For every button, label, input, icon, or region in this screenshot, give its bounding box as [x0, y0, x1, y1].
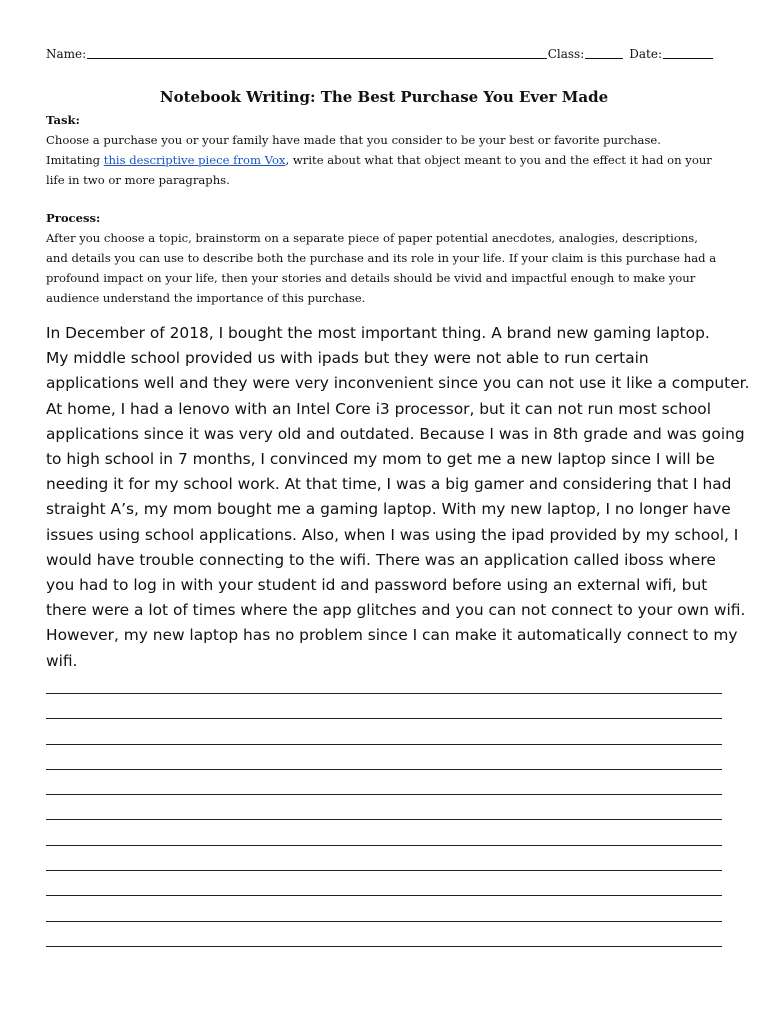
- response-line: applications since it was very old and outdated. Because I was in 8th grade and was going: [46, 424, 745, 443]
- writing-line[interactable]: [46, 946, 722, 947]
- writing-line[interactable]: [46, 895, 722, 896]
- page-title: Notebook Writing: The Best Purchase You Ever Made: [159, 88, 609, 106]
- date-label: Date:: [629, 47, 662, 61]
- response-line: My middle school provided us with ipads but they were not able to run certain: [46, 349, 649, 368]
- response-line: to high school in 7 months, I convinced my mom to get me a new laptop since I will be: [46, 450, 715, 469]
- response-line: needing it for my school work. At that time, I was a big gamer and considering that I had: [46, 475, 732, 494]
- task-text-before-link: Choose a purchase you or your family have made that you consider to be your best or favorite purchase. Imitating: [46, 133, 661, 167]
- response-line: you had to log in with your student id and password before using an external wifi, but: [46, 576, 708, 595]
- class-label: Class:: [547, 47, 585, 61]
- process-heading: Process:: [46, 211, 101, 225]
- response-line: would have trouble connecting to the wifi. There was an application called iboss where: [46, 550, 716, 569]
- writing-line[interactable]: [46, 794, 722, 795]
- task-text: [46, 130, 718, 190]
- writing-line[interactable]: [46, 718, 722, 719]
- writing-line[interactable]: [46, 845, 722, 846]
- response-line: straight A’s, my mom bought me a gaming laptop. With my new laptop, I no longer have: [46, 500, 731, 519]
- class-blank-line: [585, 47, 623, 59]
- writing-line[interactable]: [46, 769, 722, 770]
- name-blank-line: [87, 47, 547, 59]
- response-line: In December of 2018, I bought the most important thing. A brand new gaming laptop.: [46, 324, 710, 342]
- name-label: Name:: [46, 47, 87, 61]
- header-row: [46, 47, 714, 61]
- vox-piece-link[interactable]: this descriptive piece from Vox: [103, 153, 286, 167]
- response-line: However, my new laptop has no problem since I can make it automatically connect to my: [46, 626, 738, 645]
- task-heading: Task:: [46, 113, 80, 127]
- response-line: wifi.: [46, 651, 78, 670]
- writing-line[interactable]: [46, 819, 722, 820]
- writing-line[interactable]: [46, 921, 722, 922]
- writing-line[interactable]: [46, 693, 722, 694]
- response-line: applications well and they were very inconvenient since you can not use it like a computer.: [46, 374, 750, 393]
- response-line: issues using school applications. Also, when I was using the ipad provided by my school, I: [46, 525, 739, 544]
- task-text-after-link: , write about what that object meant to you and the effect it had on your life in two or more paragraphs.: [46, 153, 712, 187]
- section-gap: [46, 190, 718, 208]
- instructions: [46, 110, 718, 308]
- response-line: there were a lot of times where the app glitches and you can not connect to your own wifi.: [46, 601, 746, 620]
- student-response: [46, 321, 750, 674]
- writing-line[interactable]: [46, 744, 722, 745]
- response-line: At home, I had a lenovo with an Intel Core i3 processor, but it can not run most school: [46, 399, 711, 418]
- writing-line[interactable]: [46, 870, 722, 871]
- date-blank-line: [663, 47, 713, 59]
- blank-writing-lines: [46, 693, 722, 971]
- process-text: After you choose a topic, brainstorm on a separate piece of paper potential anecdotes, analogies, descriptions, and details you can use to describe both the purchase and its role in your life. If your claim is this purchase had a profound impact on your life, then your stories and details should be vivid and impactful enough to make your audience understand the importance of this purchase.: [46, 231, 717, 305]
